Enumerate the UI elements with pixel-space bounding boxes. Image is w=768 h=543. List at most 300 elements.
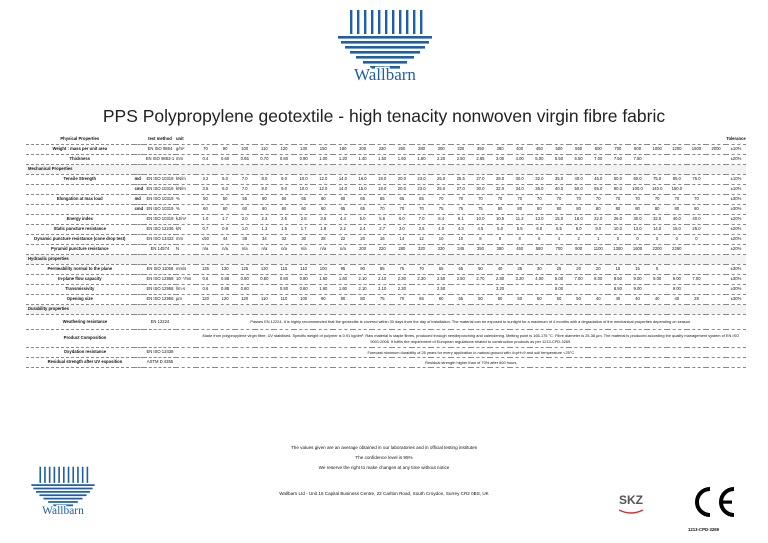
value-cell: 700 xyxy=(608,145,628,155)
test-method: EN 12224 xyxy=(144,315,176,330)
value-cell: 26.0 xyxy=(608,215,628,225)
value-cell xyxy=(687,185,707,195)
property-row xyxy=(26,245,746,255)
value-cell: 65 xyxy=(372,195,392,205)
value-cell: 4.5 xyxy=(471,225,491,235)
value-cell: 120 xyxy=(274,145,294,155)
value-cell: 180 xyxy=(333,145,353,155)
unit: mm xyxy=(176,155,196,165)
unit: kN xyxy=(176,225,196,235)
value-cell: 0.80 xyxy=(274,285,294,295)
value-cell: 18.0 xyxy=(569,215,589,225)
value-cell: 125 xyxy=(235,265,255,275)
value-cell: 35 xyxy=(510,265,530,275)
unit: kN/m xyxy=(176,185,196,195)
property-name: Transmissivity xyxy=(26,285,134,295)
value-cell: 40.0 xyxy=(687,215,707,225)
value-cell: 85.0 xyxy=(667,175,687,185)
value-cell: 3.00 xyxy=(490,155,510,165)
unit: % xyxy=(176,205,196,215)
value-cell: n/a xyxy=(274,245,294,255)
property-name: Weathering resistance xyxy=(26,315,144,330)
value-cell xyxy=(706,215,726,225)
value-cell: 9.00 xyxy=(667,285,687,295)
value-cell: 7.00 xyxy=(569,275,589,285)
value-cell: 60 xyxy=(196,205,216,215)
value-cell: 70 xyxy=(549,195,569,205)
note-line: We reserve the right to make changes at any time without notice xyxy=(318,465,450,470)
value-cell: 3.0 xyxy=(392,225,412,235)
durability-row xyxy=(26,348,746,358)
svg-text:SKZ: SKZ xyxy=(619,493,643,507)
value-cell: 7.00 xyxy=(687,275,707,285)
header-tolerance: Tolerance xyxy=(726,135,746,145)
section-label: Mechanical Properties xyxy=(26,165,746,175)
value-cell: 7.0 xyxy=(235,175,255,185)
value-cell: ≤50 xyxy=(196,235,216,245)
value-cell: 40 xyxy=(647,295,667,305)
value-cell: 45.0 xyxy=(588,175,608,185)
value-cell: 1600 xyxy=(628,245,648,255)
value-cell: 1 xyxy=(588,235,608,245)
value-cell: 20.0 xyxy=(392,175,412,185)
value-cell: 75 xyxy=(451,205,471,215)
description-text: Residual strength higher than of 70% after 500 hours xyxy=(196,358,746,368)
direction: cmd xyxy=(134,185,144,195)
value-cell: 70 xyxy=(392,295,412,305)
unit: mm xyxy=(176,235,196,245)
value-cell xyxy=(510,285,530,295)
value-cell: 2.7 xyxy=(372,225,392,235)
value-cell: 5.0 xyxy=(490,225,510,235)
value-cell: 2.30 xyxy=(392,275,412,285)
value-cell: 8.0 xyxy=(255,185,275,195)
unit: kJ/m² xyxy=(176,215,196,225)
value-cell: 18.0 xyxy=(372,175,392,185)
value-cell: 350 xyxy=(471,145,491,155)
value-cell: 0.80 xyxy=(255,275,275,285)
value-cell: 0.88 xyxy=(215,285,235,295)
value-cell: 140.0 xyxy=(647,185,667,195)
value-cell xyxy=(412,285,432,295)
value-cell: 5.5 xyxy=(510,225,530,235)
value-cell: 30.0 xyxy=(628,215,648,225)
value-cell: 35.0 xyxy=(549,175,569,185)
property-name: In-plane flow capacity xyxy=(26,275,134,285)
value-cell: 345 xyxy=(451,245,471,255)
value-cell: 6.0 xyxy=(392,215,412,225)
value-cell: 1.40 xyxy=(353,155,373,165)
value-cell: 400 xyxy=(510,145,530,155)
property-name: Permeability normal to the plane xyxy=(26,265,134,275)
value-cell: 450 xyxy=(530,145,550,155)
properties-table xyxy=(26,135,746,368)
durability-row xyxy=(26,358,746,368)
value-cell: 50 xyxy=(530,295,550,305)
value-cell: 150 xyxy=(313,145,333,155)
value-cell: 50 xyxy=(196,195,216,205)
test-method: EN ISO 13438 xyxy=(144,348,176,358)
value-cell: 65 xyxy=(392,195,412,205)
test-method: EN 14574 xyxy=(144,245,176,255)
value-cell: 1.60 xyxy=(333,275,353,285)
value-cell: 0.80 xyxy=(235,285,255,295)
tolerance: ±30% xyxy=(726,295,746,305)
value-cell: 9.0 xyxy=(274,185,294,195)
test-method: EN ISO 12958 xyxy=(144,285,176,295)
value-cell: 70 xyxy=(412,205,432,215)
tolerance: ±20% xyxy=(726,155,746,165)
value-cell: 2.0 xyxy=(235,215,255,225)
value-cell: 0.80 xyxy=(274,155,294,165)
value-cell xyxy=(706,205,726,215)
value-cell: 70 xyxy=(530,195,550,205)
value-cell: 14.0 xyxy=(333,185,353,195)
value-cell: 80 xyxy=(569,205,589,215)
value-cell: 40.0 xyxy=(569,175,589,185)
value-cell: 5.00 xyxy=(549,285,569,295)
value-cell: 500 xyxy=(549,145,569,155)
value-cell: 6.0 xyxy=(530,225,550,235)
value-cell: 2.30 xyxy=(392,285,412,295)
value-cell: 0.60 xyxy=(215,155,235,165)
value-cell: 0.65 xyxy=(235,155,255,165)
value-cell: 80 xyxy=(490,205,510,215)
direction: cmd xyxy=(134,205,144,215)
value-cell: 8 xyxy=(471,235,491,245)
value-cell: 1000 xyxy=(647,145,667,155)
value-cell: 4.00 xyxy=(530,275,550,285)
value-cell: 70 xyxy=(628,195,648,205)
value-cell: 600 xyxy=(588,145,608,155)
value-cell: 30.0 xyxy=(510,175,530,185)
unit: 10⁻⁷/ms xyxy=(176,275,196,285)
test-method: EN ISO 12236 xyxy=(144,225,176,235)
value-cell: 2.30 xyxy=(412,275,432,285)
value-cell: 65 xyxy=(353,195,373,205)
value-cell xyxy=(706,295,726,305)
direction xyxy=(134,155,144,165)
value-cell: 50 xyxy=(471,265,491,275)
value-cell: 1500 xyxy=(687,145,707,155)
value-cell: 130 xyxy=(215,265,235,275)
unit: kN/m xyxy=(176,175,196,185)
value-cell: 90 xyxy=(353,265,373,275)
value-cell: 16 xyxy=(372,235,392,245)
value-cell: 1.5 xyxy=(274,225,294,235)
direction xyxy=(134,285,144,295)
value-cell: 70 xyxy=(372,205,392,215)
value-cell: 70 xyxy=(431,195,451,205)
value-cell: 580 xyxy=(530,245,550,255)
value-cell: 1.7 xyxy=(294,225,314,235)
test-method: EN ISO 10319 xyxy=(144,215,176,225)
value-cell: 7.00 xyxy=(588,155,608,165)
value-cell xyxy=(569,285,589,295)
value-cell: 900 xyxy=(569,245,589,255)
test-method xyxy=(144,330,176,348)
value-cell: 30 xyxy=(530,265,550,275)
value-cell: 120 xyxy=(255,265,275,275)
value-cell: 40 xyxy=(490,265,510,275)
value-cell: 320 xyxy=(412,245,432,255)
value-cell: 6.0 xyxy=(215,175,235,185)
value-cell: 20 xyxy=(569,265,589,275)
value-cell: 0.80 xyxy=(235,275,255,285)
value-cell: 3.20 xyxy=(510,275,530,285)
value-cell: 55 xyxy=(235,195,255,205)
value-cell: n/a xyxy=(333,245,353,255)
section-label: Durability properties xyxy=(26,305,746,315)
test-method: EN ISO 11058 xyxy=(144,265,176,275)
value-cell: 9.00 xyxy=(628,275,648,285)
value-cell: 2.5 xyxy=(274,215,294,225)
value-cell: 1.50 xyxy=(372,155,392,165)
value-cell: 3.5 xyxy=(196,185,216,195)
value-cell: 0.6 xyxy=(196,285,216,295)
value-cell: 0 xyxy=(667,235,687,245)
value-cell: 380 xyxy=(490,245,510,255)
value-cell: 70 xyxy=(608,195,628,205)
value-cell xyxy=(706,265,726,275)
value-cell: 60 xyxy=(235,205,255,215)
value-cell: 75 xyxy=(431,205,451,215)
value-cell: 80.0 xyxy=(608,185,628,195)
value-cell: 1.3 xyxy=(255,225,275,235)
value-cell: 13.0 xyxy=(628,225,648,235)
value-cell: 60 xyxy=(274,195,294,205)
unit: % xyxy=(176,195,196,205)
value-cell: 1300 xyxy=(608,245,628,255)
value-cell: 4.0 xyxy=(431,225,451,235)
value-cell: 8.00 xyxy=(588,275,608,285)
value-cell: 5.00 xyxy=(530,155,550,165)
value-cell: 13.0 xyxy=(530,215,550,225)
tolerance: ±30% xyxy=(726,195,746,205)
value-cell: 380 xyxy=(490,145,510,155)
value-cell xyxy=(255,285,275,295)
durability-row xyxy=(26,315,746,330)
value-cell: 9.0 xyxy=(588,225,608,235)
value-cell xyxy=(530,285,550,295)
section-label: Hydraulic properties xyxy=(26,255,746,265)
value-cell: 1.0 xyxy=(196,215,216,225)
value-cell: 230 xyxy=(372,145,392,155)
value-cell: 75 xyxy=(471,205,491,215)
property-name xyxy=(26,205,134,215)
value-cell: 12 xyxy=(412,235,432,245)
property-name: Energy index xyxy=(26,215,134,225)
value-cell: 70 xyxy=(588,195,608,205)
value-cell: 70 xyxy=(687,195,707,205)
value-cell xyxy=(687,245,707,255)
test-method: EN ISO 10319 xyxy=(144,185,176,195)
value-cell: 700 xyxy=(549,245,569,255)
value-cell: 7.50 xyxy=(608,155,628,165)
value-cell xyxy=(451,285,471,295)
value-cell: 5.50 xyxy=(549,155,569,165)
value-cell: 6.0 xyxy=(215,185,235,195)
header-method: test method xyxy=(144,135,176,145)
unit: g/m² xyxy=(176,145,196,155)
value-cell: 150.0 xyxy=(667,185,687,195)
value-cell: 95 xyxy=(333,265,353,275)
tolerance: ±20% xyxy=(726,215,746,225)
unit xyxy=(176,315,196,330)
value-cell xyxy=(687,265,707,275)
test-method: EN ISO 10319 xyxy=(144,195,176,205)
property-name: Oxydation resistance xyxy=(26,348,144,358)
value-cell: 34.0 xyxy=(510,185,530,195)
value-cell: 110 xyxy=(255,145,275,155)
value-cell: 2.10 xyxy=(353,285,373,295)
value-cell: 23.0 xyxy=(412,185,432,195)
durability-row xyxy=(26,330,746,348)
value-cell xyxy=(471,285,491,295)
value-cell: 8.50 xyxy=(608,285,628,295)
value-cell: 9.00 xyxy=(667,275,687,285)
value-cell: 60 xyxy=(274,205,294,215)
value-cell: 0.9 xyxy=(215,225,235,235)
value-cell: 1.60 xyxy=(392,155,412,165)
value-cell: 70 xyxy=(667,195,687,205)
value-cell: 75.0 xyxy=(647,175,667,185)
description-text: Made from polypropylene virgin fibre, UV stabilised. Specific weight of polymer is 0.91 kg/dm³. Raw material is staple fibres, produced through needlepunching and calendering. Melting point is 165-175 °C. Fibre diameter is 25-38 µm. The material is produced according the quality management system of EN ISO 9001:2008. It fulfils the requirement of European regulations related to construction products as per 1213-CPD-3269. xyxy=(196,330,746,348)
value-cell: 12.0 xyxy=(313,175,333,185)
section-row xyxy=(26,255,746,265)
description-text: Forecast minimum durability of 25 years for every application in natural ground with 4<pH<9 and soil temperature <25°C xyxy=(196,348,746,358)
direction xyxy=(134,225,144,235)
value-cell: 60 xyxy=(215,205,235,215)
value-cell: 0 xyxy=(608,235,628,245)
note-line: The confidence level is 95% xyxy=(355,455,413,460)
value-cell: 60 xyxy=(313,205,333,215)
direction: md xyxy=(134,175,144,185)
certificate-number: 1213-CPD-3269 xyxy=(688,527,720,532)
value-cell: 14 xyxy=(392,235,412,245)
header-unit: unit xyxy=(176,135,196,145)
value-cell: 10.0 xyxy=(471,215,491,225)
value-cell: 300 xyxy=(431,145,451,155)
value-cell: 10 xyxy=(431,235,451,245)
value-cell: 25.0 xyxy=(431,185,451,195)
value-cell: 28.0 xyxy=(490,175,510,185)
wallbarn-logo xyxy=(336,6,434,92)
value-cell: 80 xyxy=(353,295,373,305)
value-cell: 9.00 xyxy=(628,285,648,295)
value-cell xyxy=(706,245,726,255)
value-cell: 14.0 xyxy=(333,175,353,185)
value-cell: n/a xyxy=(313,245,333,255)
property-row xyxy=(26,275,746,285)
value-cell: 65 xyxy=(294,195,314,205)
value-cell: 85 xyxy=(372,265,392,275)
value-cell: 30.0 xyxy=(471,185,491,195)
value-cell: 50.0 xyxy=(569,185,589,195)
value-cell: 65 xyxy=(412,295,432,305)
value-cell: 10.5 xyxy=(490,215,510,225)
value-cell: 25.5 xyxy=(451,175,471,185)
value-cell: 8.4 xyxy=(431,215,451,225)
value-cell: 50 xyxy=(510,295,530,305)
value-cell: 2.10 xyxy=(372,275,392,285)
header-property: Physical Properties xyxy=(26,135,134,145)
value-cell: 30 xyxy=(294,235,314,245)
value-cell: 5 xyxy=(647,265,667,275)
value-cell: 1.8 xyxy=(313,225,333,235)
value-cell: 28 xyxy=(313,235,333,245)
property-row xyxy=(26,185,746,195)
value-cell: 60 xyxy=(255,195,275,205)
direction: md xyxy=(134,195,144,205)
value-cell xyxy=(706,175,726,185)
direction xyxy=(134,265,144,275)
value-cell: 60 xyxy=(294,205,314,215)
description-text: Passes EN 12224. It is highly recommended that the geotextile is covered within 30 days from the day of installation. The material can be exposed to sunlight for a maximum of 4 months with a degradation of the mechanical properties depending on season. xyxy=(196,315,746,330)
value-cell: 70 xyxy=(196,145,216,155)
value-cell xyxy=(667,155,687,165)
value-cell: 0.7 xyxy=(196,225,216,235)
svg-text:Wallbarn: Wallbarn xyxy=(354,65,416,84)
value-cell: 90 xyxy=(313,295,333,305)
value-cell: 0.6 xyxy=(196,275,216,285)
value-cell: 75 xyxy=(392,265,412,275)
value-cell: 0 xyxy=(687,235,707,245)
value-cell: 60.0 xyxy=(628,175,648,185)
value-cell: 40 xyxy=(608,295,628,305)
value-cell: 450 xyxy=(510,245,530,255)
test-method: EN ISO 12958 xyxy=(144,275,176,285)
value-cell: 80 xyxy=(608,205,628,215)
value-cell: 60 xyxy=(333,195,353,205)
value-cell: 7.50 xyxy=(628,155,648,165)
test-method: EN ISO 9864 xyxy=(144,145,176,155)
value-cell: 2260 xyxy=(667,245,687,255)
value-cell: 135 xyxy=(196,265,216,275)
value-cell: 550 xyxy=(569,145,589,155)
value-cell: 130 xyxy=(294,145,314,155)
value-cell: 4.00 xyxy=(510,155,530,165)
tolerance: ±10% xyxy=(726,145,746,155)
value-cell: 0 xyxy=(628,235,648,245)
value-cell: 120 xyxy=(215,295,235,305)
tolerance: ±20% xyxy=(726,235,746,245)
value-cell: 8.50 xyxy=(608,275,628,285)
value-cell: 1200 xyxy=(667,145,687,155)
tolerance: ±30% xyxy=(726,275,746,285)
value-cell: 8.0 xyxy=(569,225,589,235)
value-cell: 40.0 xyxy=(667,215,687,225)
value-cell: 50 xyxy=(490,295,510,305)
value-cell: 27.0 xyxy=(471,175,491,185)
value-cell: 65 xyxy=(431,265,451,275)
value-cell: 1.60 xyxy=(313,285,333,295)
value-cell: 10 xyxy=(451,235,471,245)
test-method: EN ISO 10319 xyxy=(144,205,176,215)
value-cell: n/a xyxy=(215,245,235,255)
property-row xyxy=(26,175,746,185)
value-cell: 120 xyxy=(235,295,255,305)
property-row xyxy=(26,145,746,155)
property-row xyxy=(26,285,746,295)
value-cell: 70 xyxy=(392,205,412,215)
value-cell xyxy=(706,185,726,195)
value-cell: 22.0 xyxy=(588,215,608,225)
unit xyxy=(176,348,196,358)
header-row xyxy=(26,135,746,145)
value-cell: 50.0 xyxy=(608,175,628,185)
test-method: EN ISO 13433 xyxy=(144,235,176,245)
